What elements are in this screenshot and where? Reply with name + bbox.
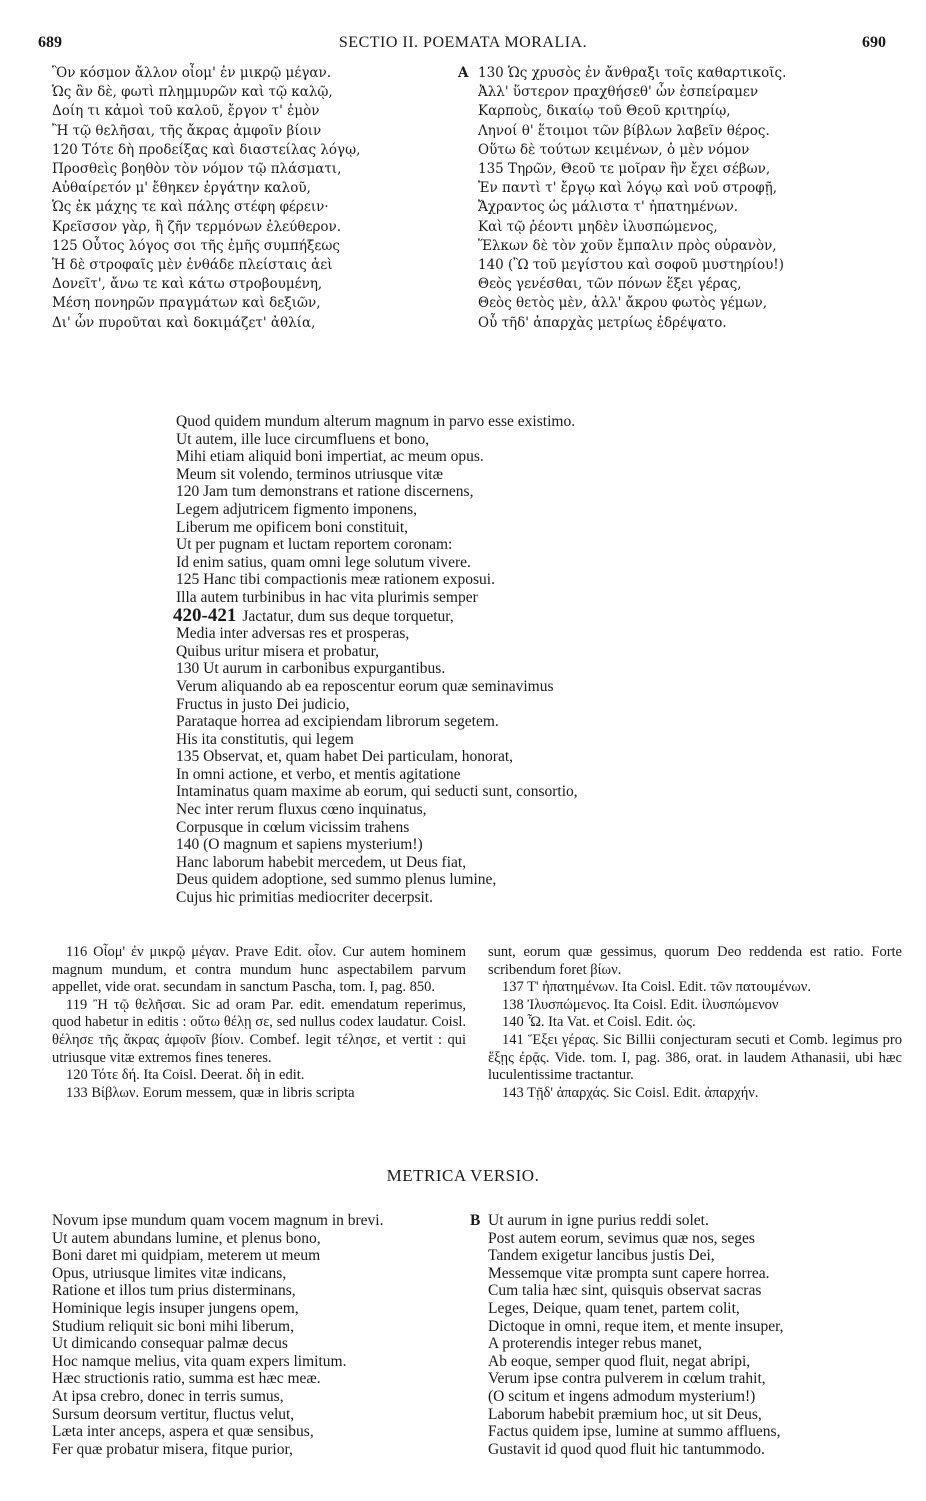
greek-verse-text: Ἐν παντὶ τ' ἔργῳ καὶ λόγῳ καὶ νοῦ στροφῇ, (478, 180, 778, 197)
metrica-verse-line: Messemque vitæ prompta sunt capere horrea. (488, 1264, 770, 1282)
greek-verse-text: Ἀλλ' ὕστερον πραχθήσεθ' ὧν ἐσπείραμεν (478, 84, 759, 101)
latin-prose-line (176, 748, 736, 766)
greek-verse-text: 135 Τηρῶν, Θεοῦ τε μοῖραν ἣν ἔχει σέβων, (478, 161, 771, 178)
latin-prose-line (176, 466, 736, 484)
metrica-verse-line: Post autem eorum, sevimus quæ nos, seges (488, 1229, 755, 1247)
metrica-verse-line: (O scitum et ingens admodum mysterium!) (488, 1387, 756, 1405)
footnote: 141 Ἕξει γέρας. Sic Billii conjecturam secuti et Comb. legimus pro ἕξῃς ἐρᾷς. Vide. tom. I, pag. 386, orat. in laudem Athanasii, ubi hæc luculentissime tractantur. (488, 1031, 902, 1084)
greek-verse-line (478, 237, 888, 256)
footnote: 138 Ἰλυσπώμενος. Ita Coisl. Edit. ἰλυσπώμενον (502, 996, 779, 1013)
metrica-verse-line: Hoc namque melius, vita quam expers limitum. (52, 1352, 347, 1370)
latin-prose-line (176, 554, 736, 572)
metrica-verse-line: Læta inter anceps, aspera et quæ sensibus, (52, 1423, 314, 1441)
latin-prose-line (176, 571, 736, 589)
greek-verse-text: Θεὸς γενέσθαι, τῶν πόνων ἕξει γέρας, (478, 276, 742, 293)
greek-verse-text: Κρεῖσσον γὰρ, ἢ ζῆν τερμόνων ἐλεύθερον. (52, 218, 342, 235)
metrica-verse-line: Sursum deorsum vertitur, fluctus velut, (52, 1405, 295, 1423)
latin-prose-line (176, 678, 736, 696)
greek-verse-text: Ὃν κόσμον ἄλλον οἶομ' ἐν μικρῷ μέγαν. (52, 65, 332, 81)
greek-verse-text: Μέση πονηρῶν πραγμάτων καὶ δεξιῶν, (52, 295, 321, 312)
metrica-verse-line: Ut aurum in igne purius reddi solet. (488, 1212, 709, 1229)
greek-verse-line (478, 179, 888, 198)
greek-verse-text: 140 (Ὢ τοῦ μεγίστου καὶ σοφοῦ μυστηρίου!) (478, 257, 784, 274)
metrica-verse-line: Novum ipse mundum quam vocem magnum in brevi. (52, 1212, 384, 1229)
greek-verse-line (52, 256, 452, 275)
greek-verse-line (478, 218, 888, 237)
greek-verse-text: Ὡς ἂν δὲ, φωτὶ πλημμυρῶν καὶ τῷ καλῷ, (52, 84, 333, 101)
greek-verse-line (478, 314, 888, 333)
latin-prose-text: Legem adjutricem figmento imponens, (176, 500, 418, 518)
metrica-verse-line: Hominique legis insuper jungens opem, (52, 1299, 299, 1317)
latin-prose-text: Meum sit volendo, terminos utriusque vitæ (176, 465, 443, 483)
latin-prose-line (176, 519, 736, 537)
metrica-verse-line: Boni daret mi quidpiam, meterem ut meum (52, 1247, 321, 1265)
metrica-verse-line: Ut autem abundans lumine, et plenus bono, (52, 1229, 321, 1247)
latin-prose-line (176, 501, 736, 519)
latin-prose-text: Ut per pugnam et luctam reportem coronam: (176, 536, 453, 554)
greek-verse-line (52, 102, 452, 121)
latin-prose-text: 130 Ut aurum in carbonibus expurgantibus. (176, 660, 446, 678)
latin-prose-text: In omni actione, et verbo, et mentis agitatione (176, 765, 461, 783)
metrica-verse-line: Cum talia hæc sint, quisquis observat sacras (488, 1282, 762, 1300)
greek-verse-line (478, 198, 888, 217)
latin-prose-text: Deus quidem adoptione, sed summo plenus lumine, (176, 871, 497, 889)
latin-prose-line (176, 625, 736, 643)
footnote: 140 Ὦ. Ita Vat. et Coisl. Edit. ὡς. (502, 1014, 696, 1031)
metrica-verse-line: Opus, utriusque limites vitæ indicans, (52, 1264, 287, 1282)
greek-verse-text: Καὶ τῷ ῥέοντι μηδὲν ἰλυσπώμενος, (478, 218, 718, 235)
greek-verse-text: 125 Οὗτος λόγος σοι τῆς ἐμῆς συμπήξεως (52, 237, 340, 254)
metrica-verse-line: Laborum habebit præmium hoc, ut sit Deus, (488, 1405, 762, 1423)
footnote: 120 Τότε δή. Ita Coisl. Deerat. δὴ in edit. (66, 1067, 305, 1084)
metrica-verse-left-column (52, 1212, 472, 1458)
footnote: 119 Ἢ τῷ θελῆσαι. Sic ad oram Par. edit. emendatum reperimus, quod habetur in editis : οὕτω θέλῃ σε, sed nullus codex laudatur. Coisl. θέλησε τῆς ἄκρας ἀμφοῖν βίοιν. Combef. legit τέλησε, et vertit : qui utriusque vitæ extremos fines teneres. (52, 996, 466, 1066)
greek-verse-line (52, 198, 452, 217)
latin-prose-text: His ita constitutis, qui legem (176, 730, 354, 748)
greek-verse-line (458, 64, 888, 83)
footnote: sunt, eorum quæ gessimus, quorum Deo reddenda est ratio. Forte scribendum foret βίων. (488, 944, 902, 978)
greek-verse-text: Ἄχραντος ὡς μάλιστα τ' ἠπατημένων. (478, 199, 739, 216)
latin-prose-line (176, 871, 736, 889)
greek-verse-text: Δονεῖτ', ἄνω τε καὶ κάτω στροβουμένη, (52, 276, 323, 293)
metrica-verse-line: Gustavit id quod quod fluit hic tantummodo. (488, 1440, 765, 1458)
latin-prose-text: Intaminatus quam maxime ab eorum, qui seducti sunt, consortio, (176, 783, 578, 801)
latin-prose-line (173, 604, 736, 626)
latin-prose-line (176, 431, 736, 449)
latin-prose-line (176, 589, 736, 607)
latin-prose-line (176, 731, 736, 749)
metrica-verse-line: Dictoque in omni, reque item, et mente insuper, (488, 1317, 784, 1335)
greek-verse-line (478, 256, 888, 275)
metrica-versio-heading: METRICA VERSIO. (386, 1166, 540, 1185)
metrica-verse-line: Factus quidem ipse, lumine at summo affluens, (488, 1423, 781, 1441)
greek-verse-text: Καρποὺς, δικαίῳ τοῦ Θεοῦ κριτηρίῳ, (478, 103, 731, 120)
greek-verse-line (52, 237, 452, 256)
greek-verse-text: Οὕτω δὲ τούτων κειμένων, ὁ μὲν νόμον (478, 141, 750, 158)
metrica-verse-line: Leges, Deique, quam tenet, partem colit, (488, 1299, 740, 1317)
greek-verse-text: Ἢ τῷ θελῆσαι, τῆς ἄκρας ἀμφοῖν βίοιν (52, 122, 322, 139)
column-reference: 420-421 (173, 604, 237, 626)
latin-prose-line (176, 836, 736, 854)
greek-verse-text: Ἕλκων δὲ τὸν χοῦν ἔμπαλιν πρὸς οὐρανὸν, (478, 237, 777, 254)
greek-text-right-column (458, 64, 888, 333)
greek-verse-line (478, 275, 888, 294)
metrica-verse-line: Ratione et illos tum prius disterminans, (52, 1282, 296, 1300)
greek-verse-text: Δοίη τι κἀμοὶ τοῦ καλοῦ, ἔργον τ' ἐμὸν (52, 103, 320, 120)
latin-prose-line (176, 854, 736, 872)
metrica-verse-line: Fer quæ probatur misera, fitque purior, (52, 1440, 293, 1458)
latin-prose-text: 135 Observat, et, quam habet Dei particulam, honorat, (176, 748, 514, 766)
latin-prose-line (176, 819, 736, 837)
greek-verse-text: Ληνοί θ' ἕτοιμοι τῶν βίβλων λαβεῖν θέρος. (478, 122, 770, 139)
latin-prose-line (176, 660, 736, 678)
latin-prose-text: Verum aliquando ab ea reposcentur eorum quæ seminavimus (176, 677, 554, 695)
metrica-verse-right-column (488, 1212, 908, 1458)
greek-verse-line (52, 179, 452, 198)
greek-verse-text: Αὐθαίρετόν μ' ἔθηκεν ἐργάτην καλοῦ, (52, 180, 311, 197)
latin-prose-text: Illa autem turbinibus in hac vita plurimis semper (176, 588, 478, 606)
latin-prose-line (176, 766, 736, 784)
latin-prose-text: Corpusque in cœlum vicissim trahens (176, 818, 410, 836)
latin-prose-line (176, 783, 736, 801)
greek-verse-line (478, 160, 888, 179)
latin-prose-line (176, 483, 736, 501)
greek-verse-line (478, 294, 888, 313)
greek-verse-text: 130 Ὡς χρυσὸς ἐν ἄνθραξι τοῖς καθαρτικοῖς. (478, 65, 787, 81)
metrica-verse-line: A proterendis integer rebus manet, (488, 1335, 702, 1353)
metrica-verse-line: Ut dimicando consequar palmæ decus (52, 1335, 288, 1353)
footnote: 143 Τῇδ' ἀπαρχάς. Sic Coisl. Edit. ἀπαρχήν. (502, 1084, 759, 1101)
greek-text-left-column (52, 64, 452, 333)
greek-verse-line (52, 83, 452, 102)
metrica-verse-line: At ipsa crebro, donec in terris sumus, (52, 1387, 284, 1405)
page-number-right: 690 (862, 34, 886, 51)
latin-prose-line (176, 536, 736, 554)
footnote: 137 Τ' ἠπατημένων. Ita Coisl. Edit. τῶν πατουμένων. (502, 979, 811, 996)
greek-verse-line (52, 218, 452, 237)
latin-prose-text: 140 (O magnum et sapiens mysterium!) (176, 836, 423, 854)
greek-verse-text: Θεὸς θετὸς μὲν, ἀλλ' ἄκρου φωτὸς γέμων, (478, 295, 768, 312)
margin-marker: A (458, 65, 469, 81)
latin-prose-line (176, 448, 736, 466)
greek-verse-text: 120 Τότε δὴ προδείξας καὶ διαστείλας λόγῳ, (52, 141, 361, 158)
latin-prose-line (176, 889, 736, 907)
latin-prose-text: Fructus in justo Dei judicio, (176, 695, 350, 713)
greek-verse-text: Δι' ὧν πυροῦται καὶ δοκιμάζετ' ἀθλία, (52, 314, 316, 331)
footnotes-right-column (488, 944, 902, 1102)
greek-verse-text: Οὗ τῆδ' ἀπαρχὰς μετρίως ἐδρέψατο. (478, 314, 727, 331)
greek-verse-line (478, 83, 888, 102)
greek-verse-line (478, 122, 888, 141)
footnotes-left-column (52, 944, 466, 1102)
greek-verse-line (478, 102, 888, 121)
greek-verse-line (52, 275, 452, 294)
greek-verse-line (52, 64, 452, 83)
latin-prose-line (176, 713, 736, 731)
greek-verse-line (478, 141, 888, 160)
latin-prose-text: Liberum me opificem boni constituit, (176, 518, 409, 536)
latin-prose-line (176, 801, 736, 819)
latin-prose-text: Media inter adversas res et prosperas, (176, 625, 410, 643)
latin-prose-text: 120 Jam tum demonstrans et ratione discernens, (176, 483, 474, 501)
latin-prose-text: Cujus hic primitias mediocriter decerpsit. (176, 889, 433, 907)
page-number-left: 689 (38, 34, 62, 51)
latin-prose-text: Ut autem, ille luce circumfluens et bono, (176, 430, 430, 448)
greek-verse-text: Ἡ δὲ στροφαῖς μὲν ἐνθάδε πλείσταις ἀεὶ (52, 257, 333, 274)
greek-verse-text: Προσθεὶς βοηθὸν τὸν νόμον τῷ πλάσματι, (52, 161, 342, 178)
metrica-verse-line: Studium reliquit sic boni mihi liberum, (52, 1317, 294, 1335)
greek-verse-line (52, 314, 452, 333)
latin-prose-text: 125 Hanc tibi compactionis meæ rationem exposui. (176, 571, 495, 589)
latin-prose-text: Hanc laborum habebit mercedem, ut Deus fiat, (176, 853, 467, 871)
latin-prose-text: Jactatur, dum sus deque torquetur, (242, 607, 454, 625)
greek-verse-line (52, 122, 452, 141)
latin-prose-translation (173, 413, 736, 907)
metrica-verse-line: Verum ipse contra pulverem in cœlum trahit, (488, 1370, 766, 1388)
greek-verse-line (52, 160, 452, 179)
greek-verse-line (52, 141, 452, 160)
latin-prose-text: Quod quidem mundum alterum magnum in parvo esse existimo. (176, 413, 576, 430)
latin-prose-text: Parataque horrea ad excipiendam librorum segetem. (176, 713, 499, 731)
latin-prose-line (176, 413, 736, 431)
latin-prose-text: Quibus uritur misera et probatur, (176, 642, 379, 660)
greek-verse-text: Ὡς ἐκ μάχης τε καὶ πάλης στέφη φέρειν· (52, 199, 329, 216)
metrica-verse-line: Tandem exigetur lancibus justis Dei, (488, 1247, 715, 1265)
latin-prose-line (176, 696, 736, 714)
footnote: 116 Οἶομ' ἐν μικρῷ μέγαν. Prave Edit. οἶον. Cur autem hominem magnum mundum, et contra mundum hunc aspectabilem parvum appellet, vide orat. secundam in sanctum Pascha, tom. I, pag. 850. (52, 944, 466, 996)
running-title: SECTIO II. POEMATA MORALIA. (338, 34, 588, 51)
column-marker-b: B (470, 1212, 481, 1229)
greek-verse-line (52, 294, 452, 313)
metrica-verse-line: Hæc structionis ratio, summa est hæc meæ. (52, 1370, 321, 1388)
metrica-verse-line: Ab eoque, semper quod fluit, negat abripi, (488, 1352, 751, 1370)
latin-prose-text: Mihi etiam aliquid boni impertiat, ac meum opus. (176, 448, 484, 466)
footnote: 133 Βίβλων. Eorum messem, quæ in libris scripta (66, 1084, 355, 1101)
latin-prose-text: Id enim satius, quam omni lege solutum vivere. (176, 553, 471, 571)
latin-prose-line (176, 643, 736, 661)
latin-prose-text: Nec inter rerum fluxus cœno inquinatus, (176, 801, 427, 819)
